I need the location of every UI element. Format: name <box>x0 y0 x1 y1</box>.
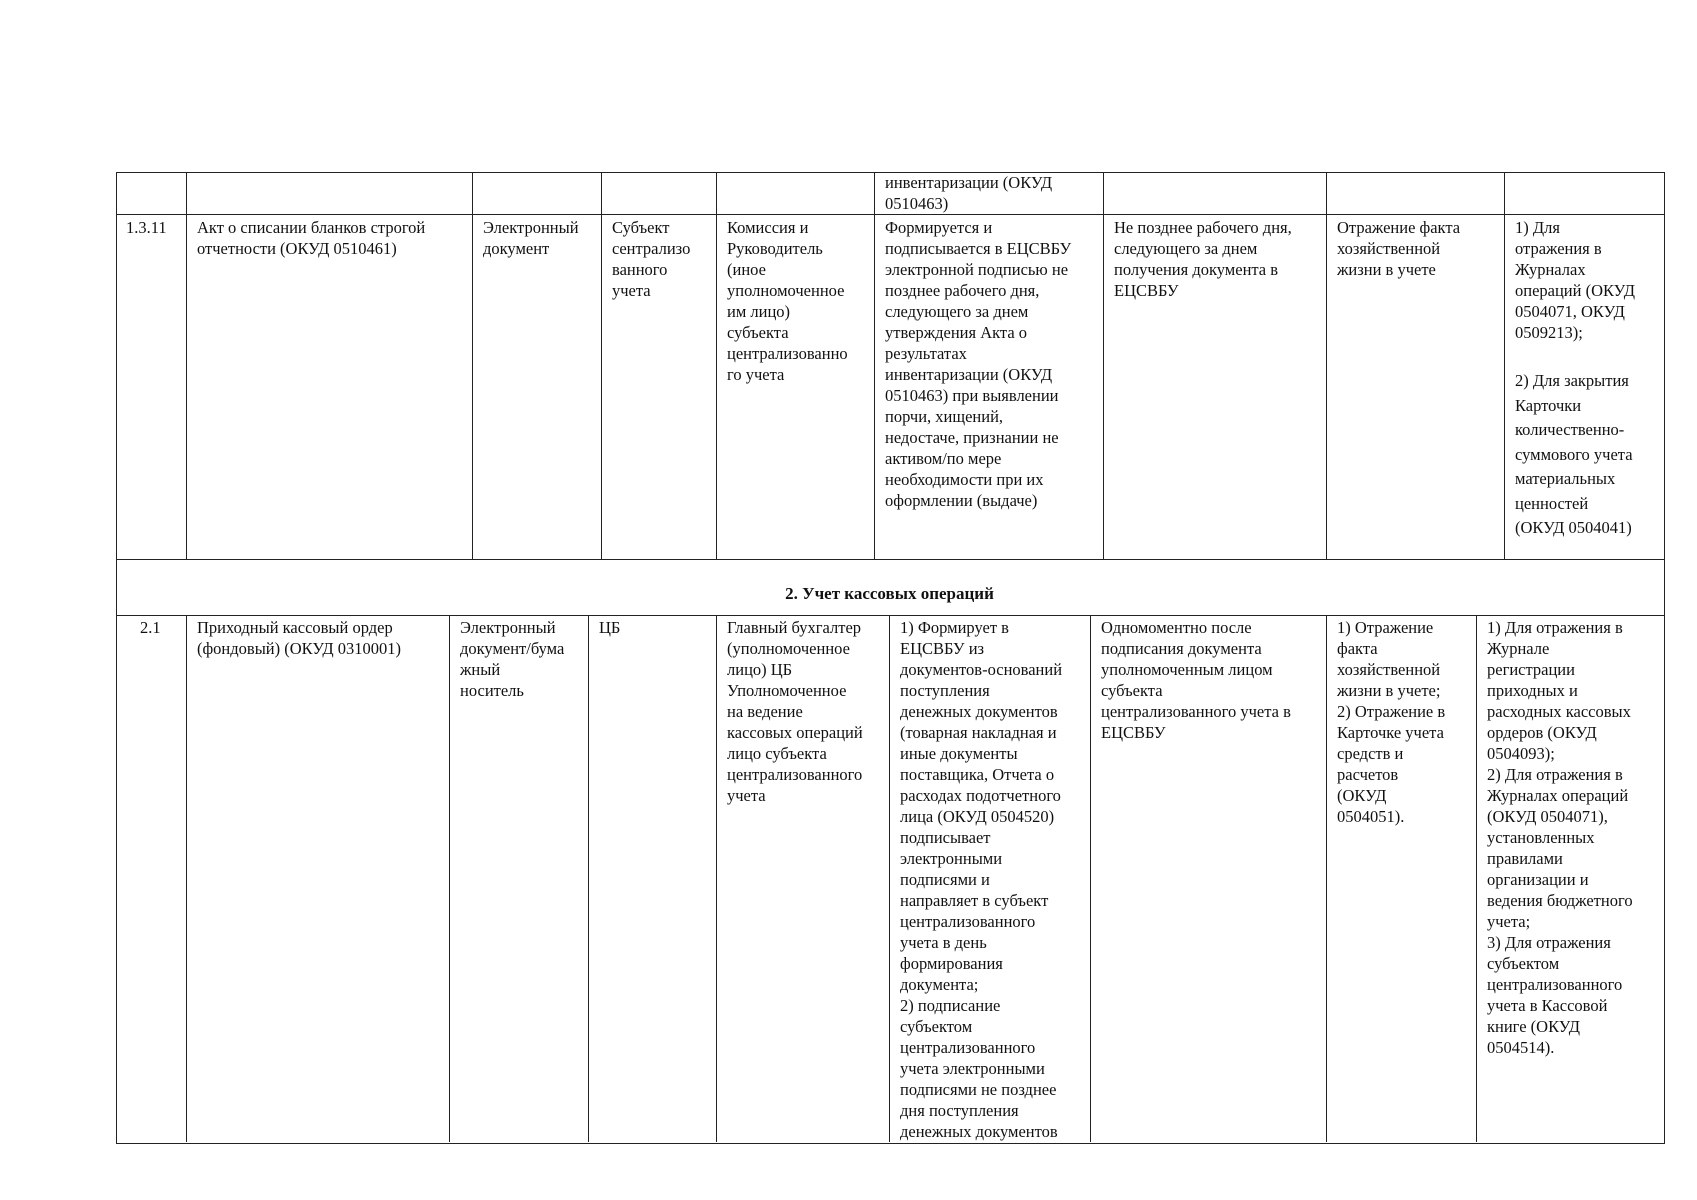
col-divider <box>874 172 875 559</box>
row-number: 1.3.11 <box>126 218 167 237</box>
registers-cell-part-1: 1) Для отражения в Журналах операций (ОКУД 0504071, ОКУД 0509213); <box>1515 218 1635 342</box>
col-divider <box>1090 615 1091 1142</box>
registers-cell-part-2: 2) Для закрытия Карточки количественно- суммового учета материальных ценностей (ОКУД 0504041) <box>1515 371 1633 537</box>
purpose-cell: 1) Отражение факта хозяйственной жизни в учете; 2) Отражение в Карточке учета средств и расчетов (ОКУД 0504051). <box>1337 618 1446 826</box>
col-divider <box>588 615 589 1142</box>
signer-cell: Главный бухгалтер (уполномоченное лицо) ЦБ Уполномоченное на ведение кассовых операций лицо субъекта централизованного учета <box>727 618 863 805</box>
col-divider <box>1504 172 1505 559</box>
registers-cell: 1) Для отражения в Журнале регистрации приходных и расходных кассовых ордеров (ОКУД 0504093); 2) Для отражения в Журналах операций (ОКУД 0504071), установленных правилами организации и ведения бюджетного учета; 3) Для отражения субъектом централизованного учета в Кассовой книге (ОКУД 0504514). <box>1487 618 1633 1057</box>
row-divider-top <box>116 214 1664 215</box>
col-divider <box>601 172 602 559</box>
continuation-procedure-cell: инвентаризации (ОКУД 0510463) <box>885 173 1053 213</box>
section-title: 2. Учет кассовых операций <box>785 584 994 603</box>
procedure-cell: 1) Формирует в ЕЦСВБУ из документов-оснований поступления денежных документов (товарная накладная и иные документы поставщика, Отчета о расходах подотчетного лица (ОКУД 0504520) подписывает электронными подписями и направляет в субъект централизованного учета в день формирования документа; 2) подписание субъектом централизованного учета электронными подписями не позднее дня поступления денежных документов <box>900 618 1063 1141</box>
document-form-cell: Электронный документ <box>483 218 579 258</box>
col-divider <box>716 615 717 1142</box>
procedure-cell: Формируется и подписывается в ЕЦСВБУ электронной подписью не позднее рабочего дня, следующего за днем утверждения Акта о результатах инвентаризации (ОКУД 0510463) при выявлении порчи, хищений, недостаче, признании не активом/по мере необходимости при их оформлении (выдаче) <box>885 218 1072 510</box>
row-divider-section-bottom <box>116 615 1664 616</box>
col-divider <box>1476 615 1477 1142</box>
col-divider <box>1103 172 1104 559</box>
col-divider <box>1326 172 1327 559</box>
col-divider <box>1326 615 1327 1142</box>
signer-cell: Комиссия и Руководитель (иное уполномоченное им лицо) субъекта централизованно го учета <box>727 218 848 384</box>
row-divider-section-top <box>116 559 1664 560</box>
row-number: 2.1 <box>140 618 161 637</box>
originator-cell: ЦБ <box>599 618 621 637</box>
document-name-cell: Приходный кассовый ордер (фондовый) (ОКУД 0310001) <box>197 618 401 658</box>
col-divider <box>472 172 473 559</box>
originator-cell: Субъект cентрализо ванного учета <box>612 218 691 300</box>
document-name-cell: Акт о списании бланков строгой отчетности (ОКУД 0510461) <box>197 218 426 258</box>
deadline-cell: Одномоментно после подписания документа уполномоченным лицом субъекта централизованного учета в ЕЦСВБУ <box>1101 618 1291 742</box>
col-divider <box>186 615 187 1142</box>
col-divider <box>449 615 450 1142</box>
purpose-cell: Отражение факта хозяйственной жизни в учете <box>1337 218 1461 279</box>
deadline-cell: Не позднее рабочего дня, следующего за днем получения документа в ЕЦСВБУ <box>1114 218 1292 300</box>
col-divider <box>186 172 187 559</box>
document-form-cell: Электронный документ/бума жный носитель <box>460 618 565 700</box>
col-divider <box>889 615 890 1142</box>
col-divider <box>716 172 717 559</box>
